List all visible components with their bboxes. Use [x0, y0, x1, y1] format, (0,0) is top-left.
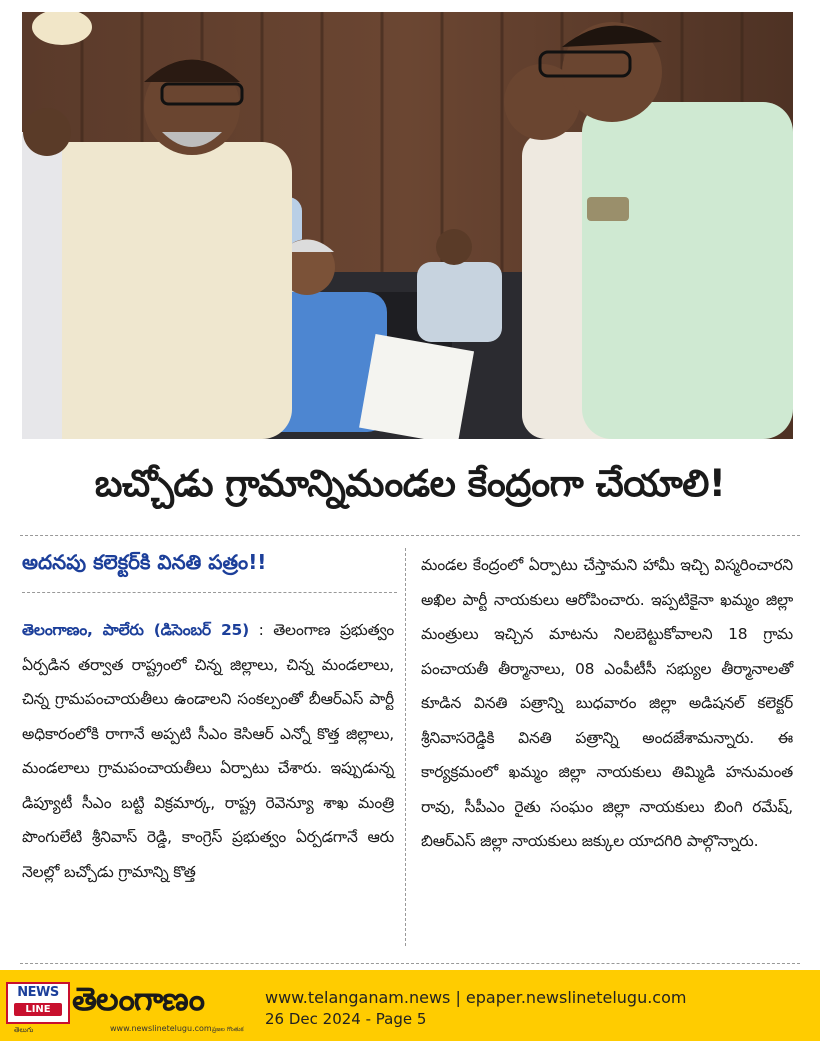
article-column-2: [421, 548, 793, 859]
newsline-logo: [6, 982, 70, 1024]
dateline: తెలంగాణం, పాలేరు (డిసెంబర్ 25): [22, 621, 249, 639]
footer-websites: www.telanganam.news | epaper.newslinetelugu.com: [265, 988, 687, 1007]
photo-illustration: [22, 12, 793, 439]
logo-news-text: NEWS: [17, 985, 59, 1000]
divider: [20, 963, 800, 964]
brand-name: తెలంగాణం: [72, 980, 204, 1018]
column-divider: [405, 548, 406, 946]
footer-date-page: 26 Dec 2024 - Page 5: [265, 1010, 427, 1028]
news-photo: [22, 12, 793, 439]
article-text-1: : తెలంగాణ ప్రభుత్వం ఏర్పడిన తర్వాత రాష్ట్రంలో చిన్న జిల్లాలు, చిన్న మండలాలు, చిన్న గ్రామపంచాయతీలు ఉండాలని సంకల్పంతో బీఆర్ఎస్ పార్టీ అధికారంలోకి రాగానే అప్పటి సీఎం కెసిఆర్ ఎన్నో కొత్త జిల్లాలు, మండలాలు గ్రామపంచాయతీలు ఏర్పాటు చేశారు. ఇప్పుడున్న డిప్యూటీ సీఎం బట్టి విక్రమార్క, రాష్ట్ర రెవెన్యూ శాఖ మంత్రి పొంగులేటి శ్రీనివాస్ రెడ్డి, కాంగ్రెస్ ప్రభుత్వం ఏర్పడగానే ఆరు నెలల్లో బచ్చోడు గ్రామాన్ని కొత్త: [22, 621, 394, 881]
subheadline: అదనపు కలెక్టర్‌కి వినతి పత్రం!!: [22, 550, 267, 574]
divider: [22, 592, 397, 593]
brand-tagline: ప్రజల గొంతుక: [212, 1026, 244, 1033]
article-text-2: మండల కేంద్రంలో ఏర్పాటు చేస్తామని హామీ ఇచ్చి విస్మరించారని అఖిల పార్టీ నాయకులు ఆరోపించారు. ఇప్పటికైనా ఖమ్మం జిల్లా మంత్రులు ఇచ్చిన మాటను నిలబెట్టుకోవాలని 18 గ్రామ పంచాయతీ తీర్మానాలు, 08 ఎంపీటీసీ సభ్యుల తీర్మానాలతో కూడిన వినతి పత్రాన్ని బుధవారం జిల్లా అడిషనల్ కలెక్టర్ శ్రీనివాసరెడ్డికి వినతి పత్రాన్ని అందజేశామన్నారు. ఈ కార్యక్రమంలో ఖమ్మం జిల్లా నాయకులు తిమ్మిడి హనుమంత రావు, సీపీఎం రైతు సంఘం జిల్లా నాయకులు బింగి రమేష్, బిఆర్ఎస్ జిల్లా నాయకులు జక్కుల యాదగిరి పాల్గొన్నారు.: [421, 556, 793, 850]
article-column-1: [22, 613, 394, 889]
brand-website: www.newslinetelugu.com: [110, 1024, 212, 1033]
headline: బచ్చోడు గ్రామాన్నిమండల కేంద్రంగా చేయాలి!: [94, 462, 726, 505]
logo-subtitle: తెలుగు: [14, 1026, 34, 1034]
logo-line-text: LINE: [14, 1003, 62, 1016]
divider: [20, 535, 800, 536]
footer-bar: [0, 970, 820, 1041]
